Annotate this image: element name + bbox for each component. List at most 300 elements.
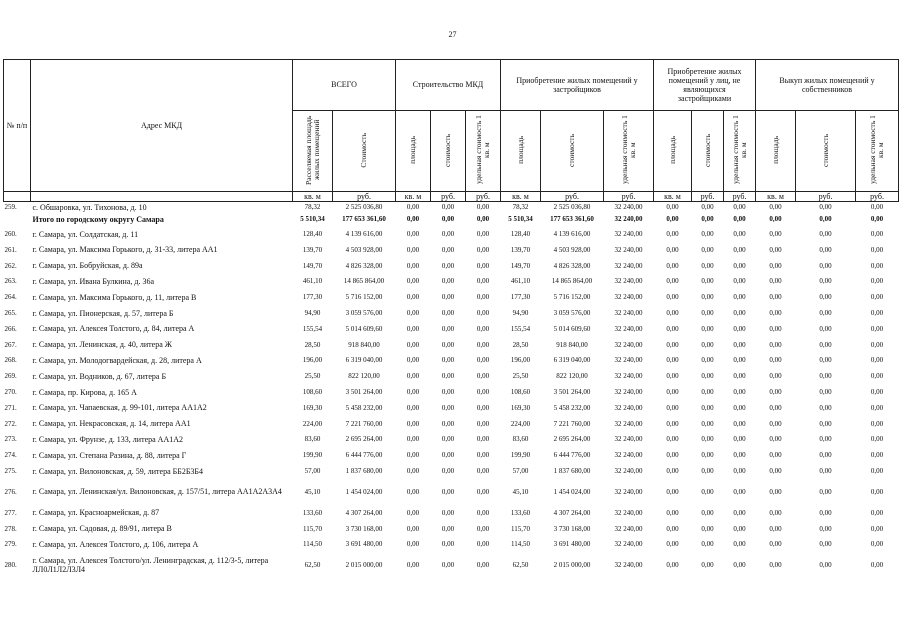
row-number: 268. (4, 356, 17, 365)
row-value: 224,00 (302, 419, 323, 428)
row-value: 0,00 (769, 467, 782, 476)
row-value: 0,00 (666, 309, 679, 318)
row-value: 0,00 (406, 230, 420, 239)
row-value: 0,00 (406, 215, 420, 224)
row-value: 177 653 361,60 (342, 215, 386, 224)
unit-cell: руб. (856, 192, 899, 202)
row-value: 0,00 (701, 277, 714, 286)
row-value: 0,00 (819, 356, 832, 365)
row-value: 0,00 (476, 293, 490, 302)
row-address: Итого по городскому округу Самара (32, 214, 164, 224)
row-value: 4 503 928,00 (345, 245, 383, 254)
header-sub: стоимость (692, 111, 724, 192)
row-value: 5 458 232,00 (345, 403, 383, 412)
row-value: 14 865 864,00 (551, 277, 593, 286)
row-value: 32 240,00 (614, 451, 643, 460)
row-value: 3 691 480,00 (553, 540, 591, 549)
row-value: 0,00 (701, 508, 714, 517)
row-value: 115,70 (511, 524, 531, 533)
row-value: 25,50 (512, 372, 529, 381)
row-number: 263. (4, 277, 17, 286)
row-value: 0,00 (701, 540, 714, 549)
row-number: 266. (4, 324, 17, 333)
row-value: 0,00 (819, 435, 832, 444)
row-value: 1 454 024,00 (553, 487, 591, 496)
row-value: 0,00 (441, 245, 455, 254)
row-value: 0,00 (701, 230, 714, 239)
table-row (4, 400, 899, 416)
row-value: 0,00 (441, 435, 455, 444)
row-value: 0,00 (666, 419, 679, 428)
row-value: 0,00 (406, 277, 420, 286)
row-value: 0,00 (666, 340, 679, 349)
row-address: г. Самара, ул. Максима Горького, д. 11, литера В (32, 292, 197, 302)
row-address: г. Самара, ул. Вилоновская, д. 59, литера ББ2Б3Б4 (32, 466, 203, 476)
row-value: 0,00 (769, 372, 782, 381)
row-value: 32 240,00 (614, 561, 643, 570)
row-value: 0,00 (733, 215, 746, 224)
row-value: 169,30 (510, 403, 531, 412)
row-value: 32 240,00 (614, 540, 643, 549)
row-number: 271. (4, 403, 17, 412)
row-value: 0,00 (870, 261, 884, 270)
row-address: г. Самара, ул. Алексея Толстого/ул. Ленинградская, д. 112/3-5, литера ЛЛ0Л1Л2Л3Л4 (32, 556, 269, 575)
row-value: 0,00 (870, 293, 884, 302)
row-value: 0,00 (441, 215, 455, 224)
row-value: 83,60 (304, 435, 321, 444)
row-value: 4 826 328,00 (345, 261, 383, 270)
row-value: 0,00 (870, 419, 884, 428)
row-value: 0,00 (819, 419, 832, 428)
row-value: 0,00 (819, 230, 832, 239)
row-value: 5 014 609,60 (345, 324, 383, 333)
row-value: 0,00 (733, 230, 746, 239)
row-number: 272. (4, 419, 17, 428)
row-value: 62,50 (512, 561, 529, 570)
row-value: 0,00 (819, 293, 832, 302)
row-address: г. Самара, ул. Степана Разина, д. 88, литера Г (32, 450, 187, 460)
row-value: 0,00 (733, 467, 746, 476)
row-value: 32 240,00 (614, 309, 643, 318)
row-value: 0,00 (733, 277, 746, 286)
row-value: 0,00 (701, 293, 714, 302)
row-value: 0,00 (733, 508, 746, 517)
row-value: 133,60 (510, 508, 531, 517)
row-value: 0,00 (406, 419, 420, 428)
row-number (4, 212, 31, 226)
row-value: 5 510,34 (508, 215, 533, 224)
unit-cell: кв. м (654, 192, 692, 202)
row-value: 0,00 (870, 524, 884, 533)
row-value: 57,00 (512, 467, 529, 476)
row-value: 0,00 (476, 372, 490, 381)
header-sub: стоимость (431, 111, 466, 192)
header-sub: удельная стоимость 1 кв. м (724, 111, 756, 192)
row-value: 114,50 (511, 540, 531, 549)
row-value: 0,00 (406, 435, 420, 444)
row-value: 5 014 609,60 (553, 324, 591, 333)
row-value: 108,60 (302, 388, 323, 397)
row-number: 259. (4, 203, 17, 212)
row-value: 0,00 (406, 451, 420, 460)
row-number: 275. (4, 467, 17, 476)
row-value: 128,40 (302, 230, 323, 239)
row-value: 0,00 (701, 561, 714, 570)
row-value: 0,00 (441, 324, 455, 333)
row-value: 0,00 (870, 435, 884, 444)
row-value: 0,00 (441, 508, 455, 517)
row-value: 169,30 (302, 403, 323, 412)
table-row (4, 447, 899, 463)
unit-cell: руб. (466, 192, 501, 202)
row-value: 0,00 (476, 324, 490, 333)
header-group-nondeveloper-purchase: Приобретение жилых помещений у лиц, не являющихся застройщиками (654, 60, 756, 111)
row-value: 4 307 264,00 (553, 508, 591, 517)
row-value: 32 240,00 (614, 403, 643, 412)
row-value: 0,00 (666, 203, 679, 212)
row-address: г. Самара, ул. Бобруйская, д. 89а (32, 261, 143, 271)
row-value: 0,00 (733, 372, 746, 381)
row-value: 1 837 680,00 (553, 467, 591, 476)
row-value: 461,10 (302, 277, 323, 286)
row-value: 7 221 760,00 (553, 419, 591, 428)
row-value: 0,00 (406, 356, 420, 365)
row-value: 32 240,00 (614, 277, 643, 286)
row-number: 274. (4, 451, 17, 460)
row-value: 0,00 (476, 487, 490, 496)
row-value: 0,00 (819, 215, 832, 224)
header-num: № п/п (4, 60, 31, 192)
unit-cell: руб. (724, 192, 756, 202)
row-value: 4 139 616,00 (345, 230, 383, 239)
row-value: 0,00 (441, 293, 455, 302)
row-value: 0,00 (701, 340, 714, 349)
row-value: 0,00 (870, 356, 884, 365)
row-value: 32 240,00 (614, 372, 643, 381)
row-value: 5 716 152,00 (345, 293, 383, 302)
row-value: 0,00 (476, 356, 490, 365)
row-value: 0,00 (441, 403, 455, 412)
row-value: 5 716 152,00 (553, 293, 591, 302)
row-value: 0,00 (666, 245, 679, 254)
row-value: 0,00 (769, 245, 782, 254)
row-value: 0,00 (819, 487, 832, 496)
row-value: 0,00 (441, 203, 455, 212)
row-value: 0,00 (701, 309, 714, 318)
row-value: 0,00 (476, 245, 490, 254)
row-value: 0,00 (476, 435, 490, 444)
row-value: 0,00 (819, 372, 832, 381)
table-row (4, 258, 899, 274)
row-value: 28,50 (304, 340, 321, 349)
row-value: 177,30 (510, 293, 531, 302)
row-value: 196,00 (302, 356, 323, 365)
row-value: 177 653 361,60 (550, 215, 594, 224)
row-value: 0,00 (666, 261, 679, 270)
row-value: 0,00 (870, 451, 884, 460)
row-value: 2 695 264,00 (345, 435, 383, 444)
header-group-total: ВСЕГО (293, 60, 396, 111)
row-value: 32 240,00 (614, 388, 643, 397)
row-value: 0,00 (441, 372, 455, 381)
row-value: 6 319 040,00 (553, 356, 591, 365)
row-address: г. Самара, ул. Красноармейская, д. 87 (32, 508, 160, 518)
row-value: 0,00 (701, 419, 714, 428)
row-value: 6 444 776,00 (345, 451, 383, 460)
table-row (4, 368, 899, 384)
table-row (4, 212, 899, 226)
row-value: 0,00 (666, 324, 679, 333)
row-value: 177,30 (302, 293, 323, 302)
row-value: 0,00 (819, 451, 832, 460)
row-value: 0,00 (476, 277, 490, 286)
row-value: 0,00 (441, 356, 455, 365)
row-value: 5 458 232,00 (553, 403, 591, 412)
row-value: 4 307 264,00 (345, 508, 383, 517)
row-value: 0,00 (701, 435, 714, 444)
row-value: 0,00 (441, 261, 455, 270)
row-value: 0,00 (666, 388, 679, 397)
row-value: 0,00 (819, 561, 832, 570)
unit-cell: кв. м (501, 192, 541, 202)
row-value: 0,00 (441, 230, 455, 239)
row-value: 0,00 (406, 293, 420, 302)
row-value: 0,00 (769, 215, 782, 224)
row-value: 0,00 (870, 324, 884, 333)
row-address: г. Самара, ул. Солдатская, д. 11 (32, 229, 139, 239)
row-value: 3 501 264,00 (345, 388, 383, 397)
table-row (4, 384, 899, 400)
unit-cell: руб. (796, 192, 856, 202)
row-value: 0,00 (406, 388, 420, 397)
row-value: 0,00 (870, 467, 884, 476)
row-value: 0,00 (733, 324, 746, 333)
row-value: 0,00 (476, 215, 490, 224)
row-value: 0,00 (870, 487, 884, 496)
row-value: 32 240,00 (614, 356, 643, 365)
row-value: 0,00 (406, 309, 420, 318)
row-value: 115,70 (303, 524, 322, 533)
row-value: 0,00 (870, 340, 884, 349)
row-value: 0,00 (441, 561, 455, 570)
row-value: 0,00 (666, 524, 679, 533)
row-value: 0,00 (769, 388, 782, 397)
row-address: г. Самара, ул. Пионерская, д. 57, литера Б (32, 308, 174, 318)
row-number: 273. (4, 435, 17, 444)
row-value: 0,00 (666, 293, 679, 302)
row-address: г. Самара, ул. Чапаевская, д. 99-101, литера АА1А2 (32, 403, 207, 413)
row-number: 269. (4, 372, 17, 381)
row-value: 32 240,00 (614, 435, 643, 444)
row-value: 0,00 (733, 203, 746, 212)
row-value: 32 240,00 (614, 487, 643, 496)
row-value: 0,00 (701, 203, 714, 212)
row-value: 128,40 (510, 230, 531, 239)
row-value: 0,00 (406, 324, 420, 333)
row-value: 224,00 (510, 419, 531, 428)
table-row (4, 202, 899, 213)
row-value: 32 240,00 (614, 467, 643, 476)
header-sub: площадь (396, 111, 431, 192)
row-number: 264. (4, 293, 17, 302)
row-value: 0,00 (769, 540, 782, 549)
table-row (4, 552, 899, 578)
row-value: 918 840,00 (556, 340, 588, 349)
row-value: 32 240,00 (614, 293, 643, 302)
row-value: 149,70 (510, 261, 531, 270)
relocation-table (3, 59, 899, 578)
row-value: 6 319 040,00 (345, 356, 383, 365)
row-value: 0,00 (441, 388, 455, 397)
row-value: 1 837 680,00 (345, 467, 383, 476)
header-sub: площадь (501, 111, 541, 192)
row-value: 0,00 (819, 340, 832, 349)
unit-cell: руб. (692, 192, 724, 202)
row-value: 0,00 (733, 388, 746, 397)
row-value: 32 240,00 (614, 419, 643, 428)
header-sub: Стоимость (333, 111, 396, 192)
row-value: 822 120,00 (556, 372, 588, 381)
row-value: 0,00 (701, 388, 714, 397)
row-value: 4 826 328,00 (553, 261, 591, 270)
header-group-construction: Строительство МКД (396, 60, 501, 111)
row-value: 0,00 (733, 261, 746, 270)
row-number: 277. (4, 508, 17, 517)
row-number: 279. (4, 540, 17, 549)
row-value: 0,00 (406, 524, 420, 533)
row-value: 0,00 (769, 356, 782, 365)
row-value: 32 240,00 (614, 340, 643, 349)
header-sub: удельная стоимость 1 кв. м (604, 111, 654, 192)
row-address: г. Самара, ул. Фрунзе, д. 133, литера АА1А2 (32, 434, 183, 444)
row-value: 199,90 (510, 451, 531, 460)
header-row-units (4, 192, 899, 202)
row-value: 0,00 (666, 487, 679, 496)
row-value: 0,00 (406, 340, 420, 349)
row-value: 0,00 (701, 487, 714, 496)
row-value: 32 240,00 (614, 324, 643, 333)
header-sub: Расселяемая площадь жилых помещений (293, 111, 333, 192)
row-value: 0,00 (666, 277, 679, 286)
table-row (4, 321, 899, 337)
row-value: 0,00 (406, 403, 420, 412)
row-value: 0,00 (733, 293, 746, 302)
row-value: 0,00 (701, 324, 714, 333)
row-value: 149,70 (302, 261, 323, 270)
table-row (4, 242, 899, 258)
row-value: 0,00 (441, 540, 455, 549)
row-address: г. Самара, ул. Ленинская/ул. Вилоновская, д. 157/51, литера АА1А2А3А4 (32, 487, 282, 497)
row-number: 280. (4, 561, 17, 570)
row-number: 276. (4, 487, 17, 496)
table-row (4, 521, 899, 537)
row-value: 0,00 (733, 309, 746, 318)
row-number: 261. (4, 245, 17, 254)
row-value: 0,00 (406, 508, 420, 517)
header-group-owner-buyout: Выкуп жилых помещений у собственников (756, 60, 899, 111)
row-value: 0,00 (476, 419, 490, 428)
row-value: 0,00 (870, 203, 884, 212)
row-value: 7 221 760,00 (345, 419, 383, 428)
row-value: 0,00 (666, 356, 679, 365)
row-value: 0,00 (769, 487, 782, 496)
row-value: 139,70 (302, 245, 323, 254)
row-value: 0,00 (733, 540, 746, 549)
row-value: 0,00 (476, 451, 490, 460)
row-value: 0,00 (476, 524, 490, 533)
header-sub: стоимость (796, 111, 856, 192)
row-value: 0,00 (870, 561, 884, 570)
row-value: 0,00 (406, 203, 420, 212)
row-value: 0,00 (666, 372, 679, 381)
row-value: 0,00 (769, 277, 782, 286)
row-value: 83,60 (512, 435, 529, 444)
table-row (4, 274, 899, 290)
row-value: 2 015 000,00 (553, 561, 591, 570)
row-address: г. Самара, ул. Алексея Толстого, д. 84, литера А (32, 324, 195, 334)
table-row (4, 305, 899, 321)
row-number: 267. (4, 340, 17, 349)
row-value: 0,00 (819, 540, 832, 549)
row-value: 0,00 (733, 487, 746, 496)
row-value: 0,00 (769, 419, 782, 428)
row-value: 0,00 (870, 230, 884, 239)
row-value: 0,00 (666, 561, 679, 570)
row-address: г. Самара, ул. Алексея Толстого, д. 106, литера А (32, 539, 199, 549)
row-value: 0,00 (819, 245, 832, 254)
row-value: 45,10 (512, 487, 529, 496)
row-value: 0,00 (819, 403, 832, 412)
row-value: 0,00 (733, 435, 746, 444)
header-address: Адрес МКД (31, 60, 293, 192)
row-value: 0,00 (769, 524, 782, 533)
row-value: 0,00 (819, 508, 832, 517)
row-value: 6 444 776,00 (553, 451, 591, 460)
row-value: 0,00 (406, 540, 420, 549)
row-value: 4 139 616,00 (553, 230, 591, 239)
row-value: 0,00 (476, 230, 490, 239)
row-value: 0,00 (733, 419, 746, 428)
row-address: г. Самара, ул. Водников, д. 67, литера Б (32, 371, 167, 381)
relocation-table-container (3, 59, 898, 578)
row-address: г. Самара, ул. Садовая, д. 89/91, литера В (32, 524, 172, 534)
row-value: 0,00 (769, 403, 782, 412)
table-body (4, 202, 899, 579)
row-value: 0,00 (701, 467, 714, 476)
row-value: 45,10 (304, 487, 321, 496)
row-value: 0,00 (441, 309, 455, 318)
row-value: 3 501 264,00 (553, 388, 591, 397)
row-address: г. Самара, ул. Молодогвардейская, д. 28, литера А (32, 355, 202, 365)
row-value: 0,00 (666, 508, 679, 517)
unit-cell: руб. (431, 192, 466, 202)
unit-cell: кв. м (293, 192, 333, 202)
row-value: 0,00 (870, 508, 884, 517)
row-value: 0,00 (666, 451, 679, 460)
header-sub: площадь (756, 111, 796, 192)
row-value: 0,00 (406, 245, 420, 254)
row-value: 0,00 (769, 293, 782, 302)
row-value: 28,50 (512, 340, 529, 349)
row-value: 155,54 (510, 324, 531, 333)
row-value: 133,60 (302, 508, 323, 517)
row-value: 0,00 (441, 419, 455, 428)
row-value: 0,00 (701, 403, 714, 412)
row-value: 0,00 (769, 435, 782, 444)
row-value: 0,00 (666, 403, 679, 412)
row-value: 3 730 168,00 (345, 524, 383, 533)
row-number: 262. (4, 261, 17, 270)
